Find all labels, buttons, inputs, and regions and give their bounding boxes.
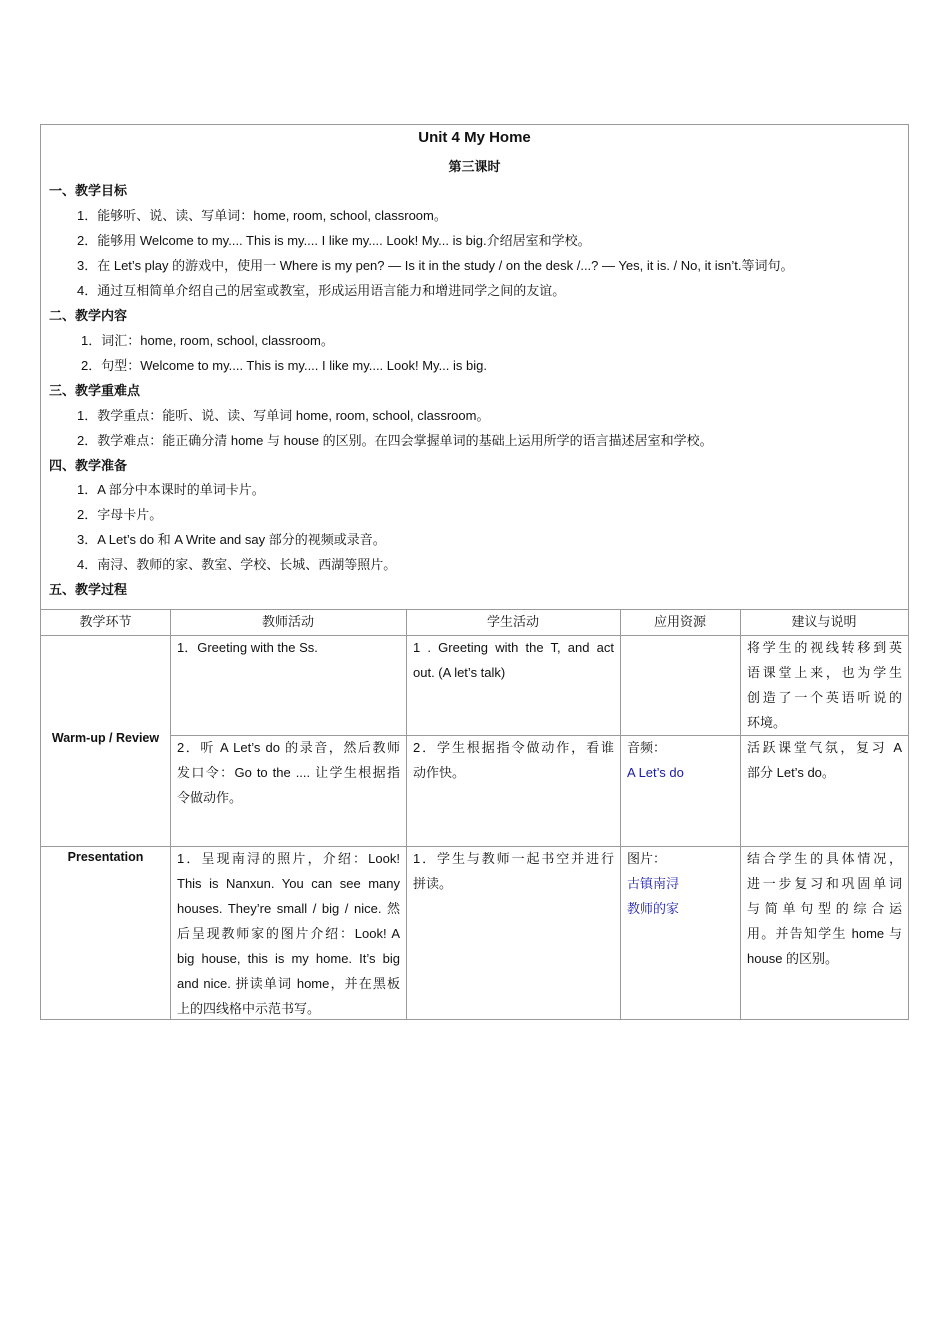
page-subtitle: 第三课时	[448, 159, 501, 174]
cell-line: 与简单句型的综合运	[747, 901, 902, 916]
section-heading-process: 五、教学过程	[49, 582, 128, 597]
student-activity-cell	[407, 635, 620, 685]
cell-line: 1．学生与教师一起书空并进行	[413, 851, 614, 866]
cell-line: 2．学生根据指令做动作，看谁	[413, 740, 614, 755]
column-divider	[620, 609, 621, 1020]
cell-line: 令做动作。	[177, 790, 243, 805]
stage-label-presentation: Presentation	[67, 850, 144, 864]
section-heading-goals: 一、教学目标	[49, 183, 128, 198]
lesson-header	[41, 125, 908, 609]
cell-line: houses. They’re small / big / nice. 然	[177, 901, 400, 916]
student-activity-cell	[407, 735, 620, 785]
column-header-student: 学生活动	[486, 614, 539, 629]
preparation-item: 1．A 部分中本课时的单词卡片。	[77, 482, 265, 497]
cell-line: 部分 Let’s do。	[747, 765, 835, 780]
note-cell	[741, 635, 908, 735]
cell-line: 创造了一个英语听说的	[747, 690, 902, 705]
cell-line: 将学生的视线转移到英	[747, 640, 902, 655]
cell-line: 拼读。	[413, 876, 453, 891]
content-item: 1．词汇：home, room, school, classroom。	[81, 333, 334, 348]
student-activity-cell	[407, 846, 620, 896]
goal-item: 2．能够用 Welcome to my.... This is my.... I like my.... Look! My... is big.介绍居室和学校。	[77, 233, 591, 248]
preparation-item: 3．A Let’s do 和 A Write and say 部分的视频或录音。	[77, 532, 386, 547]
cell-line: 结合学生的具体情况，	[747, 851, 902, 866]
cell-line: 上的四线格中示范书写。	[177, 1001, 321, 1016]
cell-line: 语课堂上来，也为学生	[747, 665, 902, 680]
resource-link[interactable]: 古镇南浔	[627, 876, 680, 891]
cell-line: big house, this is my home. It’s big	[177, 951, 400, 966]
column-header-notes: 建议与说明	[791, 614, 857, 629]
goal-item: 4．通过互相简单介绍自己的居室或教室，形成运用语言能力和增进同学之间的友谊。	[77, 283, 566, 298]
cell-line: and nice. 拼读单词 home，并在黑板	[177, 976, 400, 991]
cell-line: 1 . Greeting with the T, and act	[413, 640, 614, 655]
cell-line: 发口令：Go to the .... 让学生根据指	[177, 765, 400, 780]
resource-link[interactable]: 教师的家	[627, 901, 680, 916]
page-title: Unit 4 My Home	[418, 129, 531, 146]
teacher-activity-cell	[171, 735, 406, 810]
key-point-item: 2．教学难点：能正确分清 home 与 house 的区别。在四会掌握单词的基础上运用所学的语言描述居室和学校。	[77, 433, 713, 448]
cell-line: 1．呈现南浔的照片，介绍：Look!	[177, 851, 400, 866]
teacher-activity-cell	[171, 846, 406, 1021]
preparation-item: 2．字母卡片。	[77, 507, 163, 522]
content-item: 2．句型：Welcome to my.... This is my.... I like my.... Look! My... is big.	[81, 358, 487, 373]
note-cell	[741, 735, 908, 785]
goal-item: 1．能够听、说、读、写单词：home, room, school, classroom。	[77, 208, 447, 223]
key-point-item: 1．教学重点：能听、说、读、写单词 home, room, school, classroom。	[77, 408, 490, 423]
cell-line: 动作快。	[413, 765, 466, 780]
resource-label: 图片：	[627, 851, 667, 866]
cell-line: house 的区别。	[747, 951, 839, 966]
goal-item: 3．在 Let’s play 的游戏中，使用一 Where is my pen? — Is it in the study / on the desk /...? — Yes, it is. / No, it isn’t.等词句。	[77, 258, 794, 273]
column-header-teacher: 教师活动	[261, 614, 314, 629]
teacher-activity-cell	[171, 635, 406, 660]
cell-line: 进一步复习和巩固单词	[747, 876, 902, 891]
section-heading-preparation: 四、教学准备	[49, 458, 128, 473]
cell-line: This is Nanxun. You can see many	[177, 876, 400, 891]
resource-cell	[621, 846, 740, 921]
resource-label: 音频：	[627, 740, 667, 755]
column-header-resources: 应用资源	[653, 614, 706, 629]
column-header-stage: 教学环节	[79, 614, 132, 629]
preparation-item: 4．南浔、教师的家、教室、学校、长城、西湖等照片。	[77, 557, 397, 572]
cell-line: 活跃课堂气氛，复习 A	[747, 740, 902, 755]
lesson-plan-frame	[40, 124, 909, 1020]
cell-line: 环境。	[747, 715, 787, 730]
cell-line: 1．Greeting with the Ss.	[177, 640, 318, 655]
cell-line: out. (A let’s talk)	[413, 665, 506, 680]
section-heading-key-points: 三、教学重难点	[49, 383, 141, 398]
cell-line: 后呈现教师家的图片介绍：Look! A	[177, 926, 400, 941]
resource-link[interactable]: A Let’s do	[627, 765, 684, 780]
cell-line: 2．听 A Let’s do 的录音，然后教师	[177, 740, 400, 755]
note-cell	[741, 846, 908, 971]
resource-cell	[621, 735, 740, 785]
stage-label-warmup: Warm-up / Review	[51, 731, 160, 745]
cell-line: 用。并告知学生 home 与	[747, 926, 902, 941]
section-heading-content: 二、教学内容	[49, 308, 128, 323]
